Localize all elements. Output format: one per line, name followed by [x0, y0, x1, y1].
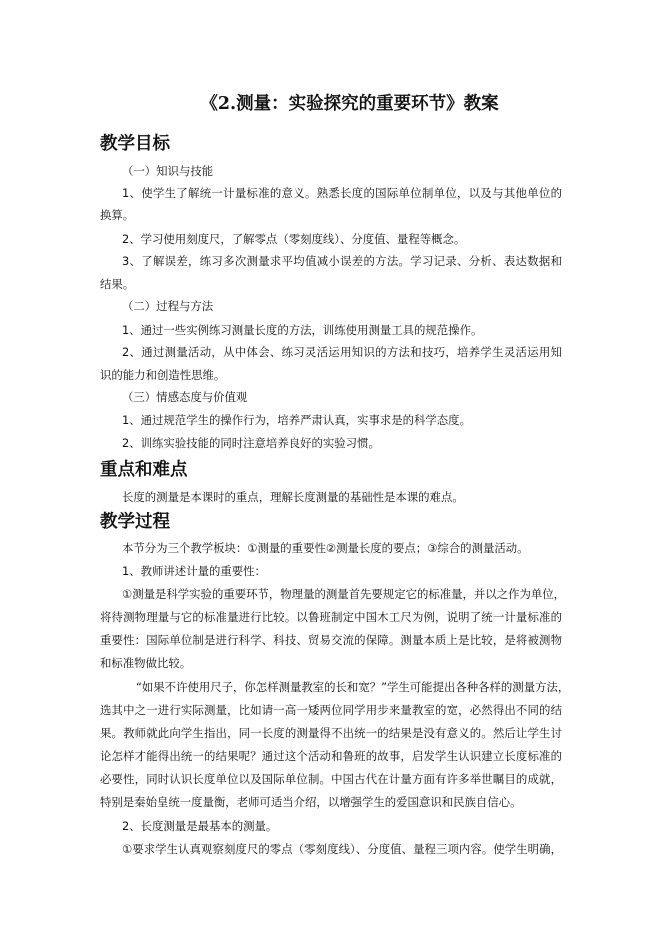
heading-teaching-goals: 教学目标: [100, 134, 170, 154]
goal-item-2: 2、学习使用刻度尺，了解零点（零刻度线）、分度值、量程等概念。: [122, 232, 466, 246]
paragraph-1-line4: 和标准物做比较。: [100, 656, 192, 670]
goal-item-3-line1: 3、了解误差，练习多次测量求平均值减小误差的方法。学习记录、分析、表达数据和: [122, 254, 562, 268]
goal-item-1-line1: 1、使学生了解统一计量标准的意义。熟悉长度的国际单位制单位，以及与其他单位的: [122, 186, 562, 200]
subheading-knowledge-skills: （一）知识与技能: [122, 164, 214, 178]
paragraph-1-line2: 将待测物理量与它的标准量进行比较。以鲁班制定中国木工尺为例，说明了统一计量标准的: [100, 610, 562, 624]
goal-item-5-line1: 2、通过测量活动，从中体会、练习灵活运用知识的方法和技巧，培养学生灵活运用知: [122, 345, 562, 359]
key-points-text: 长度的测量是本课时的重点，理解长度测量的基础性是本课的难点。: [122, 490, 464, 504]
paragraph-2-line4: 论怎样才能得出统一的结果呢？通过这个活动和鲁班的故事，启发学生认识建立长度标准的: [100, 749, 562, 763]
subheading-process-methods: （二）过程与方法: [122, 299, 214, 313]
goal-item-7: 2、训练实验技能的同时注意培养良好的实验习惯。: [122, 436, 380, 450]
heading-teaching-process: 教学过程: [100, 512, 170, 532]
paragraph-1-line3: 重要性：国际单位制是进行科学、科技、贸易交流的保障。测量本质上是比较，是将被测物: [100, 633, 562, 647]
process-step-2: 2、长度测量是最基本的测量。: [122, 819, 278, 833]
goal-item-5-line2: 识的能力和创造性思维。: [100, 368, 226, 382]
goal-item-6: 1、通过规范学生的操作行为，培养严肃认真，实事求是的科学态度。: [122, 413, 471, 427]
subheading-attitudes-values: （三）情感态度与价值观: [122, 390, 248, 404]
process-intro: 本节分为三个教学板块：①测量的重要性②测量长度的要点；③综合的测量活动。: [122, 541, 529, 555]
paragraph-2-line2: 选其中之一进行实际测量，比如请一高一矮两位同学用步来量教室的宽，必然得出不同的结: [100, 703, 562, 717]
document-title: 《2.测量：实验探究的重要环节》教案: [200, 94, 499, 114]
heading-key-points: 重点和难点: [100, 460, 188, 480]
paragraph-2-line1: “如果不许使用尺子，你怎样测量教室的长和宽？”学生可能提出各种各样的测量方法，: [136, 680, 570, 694]
paragraph-3-line1: ①要求学生认真观察刻度尺的零点（零刻度线）、分度值、量程三项内容。使学生明确，: [122, 842, 562, 856]
goal-item-1-line2: 换算。: [100, 208, 135, 222]
paragraph-2-line6: 特别是秦始皇统一度量衡，老师可适当介绍，以增强学生的爱国意识和民族自信心。: [100, 795, 522, 809]
process-step-1: 1、教师讲述计量的重要性：: [122, 564, 266, 578]
paragraph-1-line1: ①测量是科学实验的重要环节，物理量的测量首先要规定它的标准量，并以之作为单位，: [122, 587, 566, 601]
paragraph-2-line5: 必要性，同时认识长度单位以及国际单位制。中国古代在计量方面有许多举世瞩目的成就，: [100, 772, 562, 786]
goal-item-4: 1、通过一些实例练习测量长度的方法，训练使用测量工具的规范操作。: [122, 323, 483, 337]
goal-item-3-line2: 结果。: [100, 277, 135, 291]
paragraph-2-line3: 果。教师就此向学生指出，同一长度的测量得不出统一的结果是没有意义的。然后让学生讨: [100, 726, 562, 740]
